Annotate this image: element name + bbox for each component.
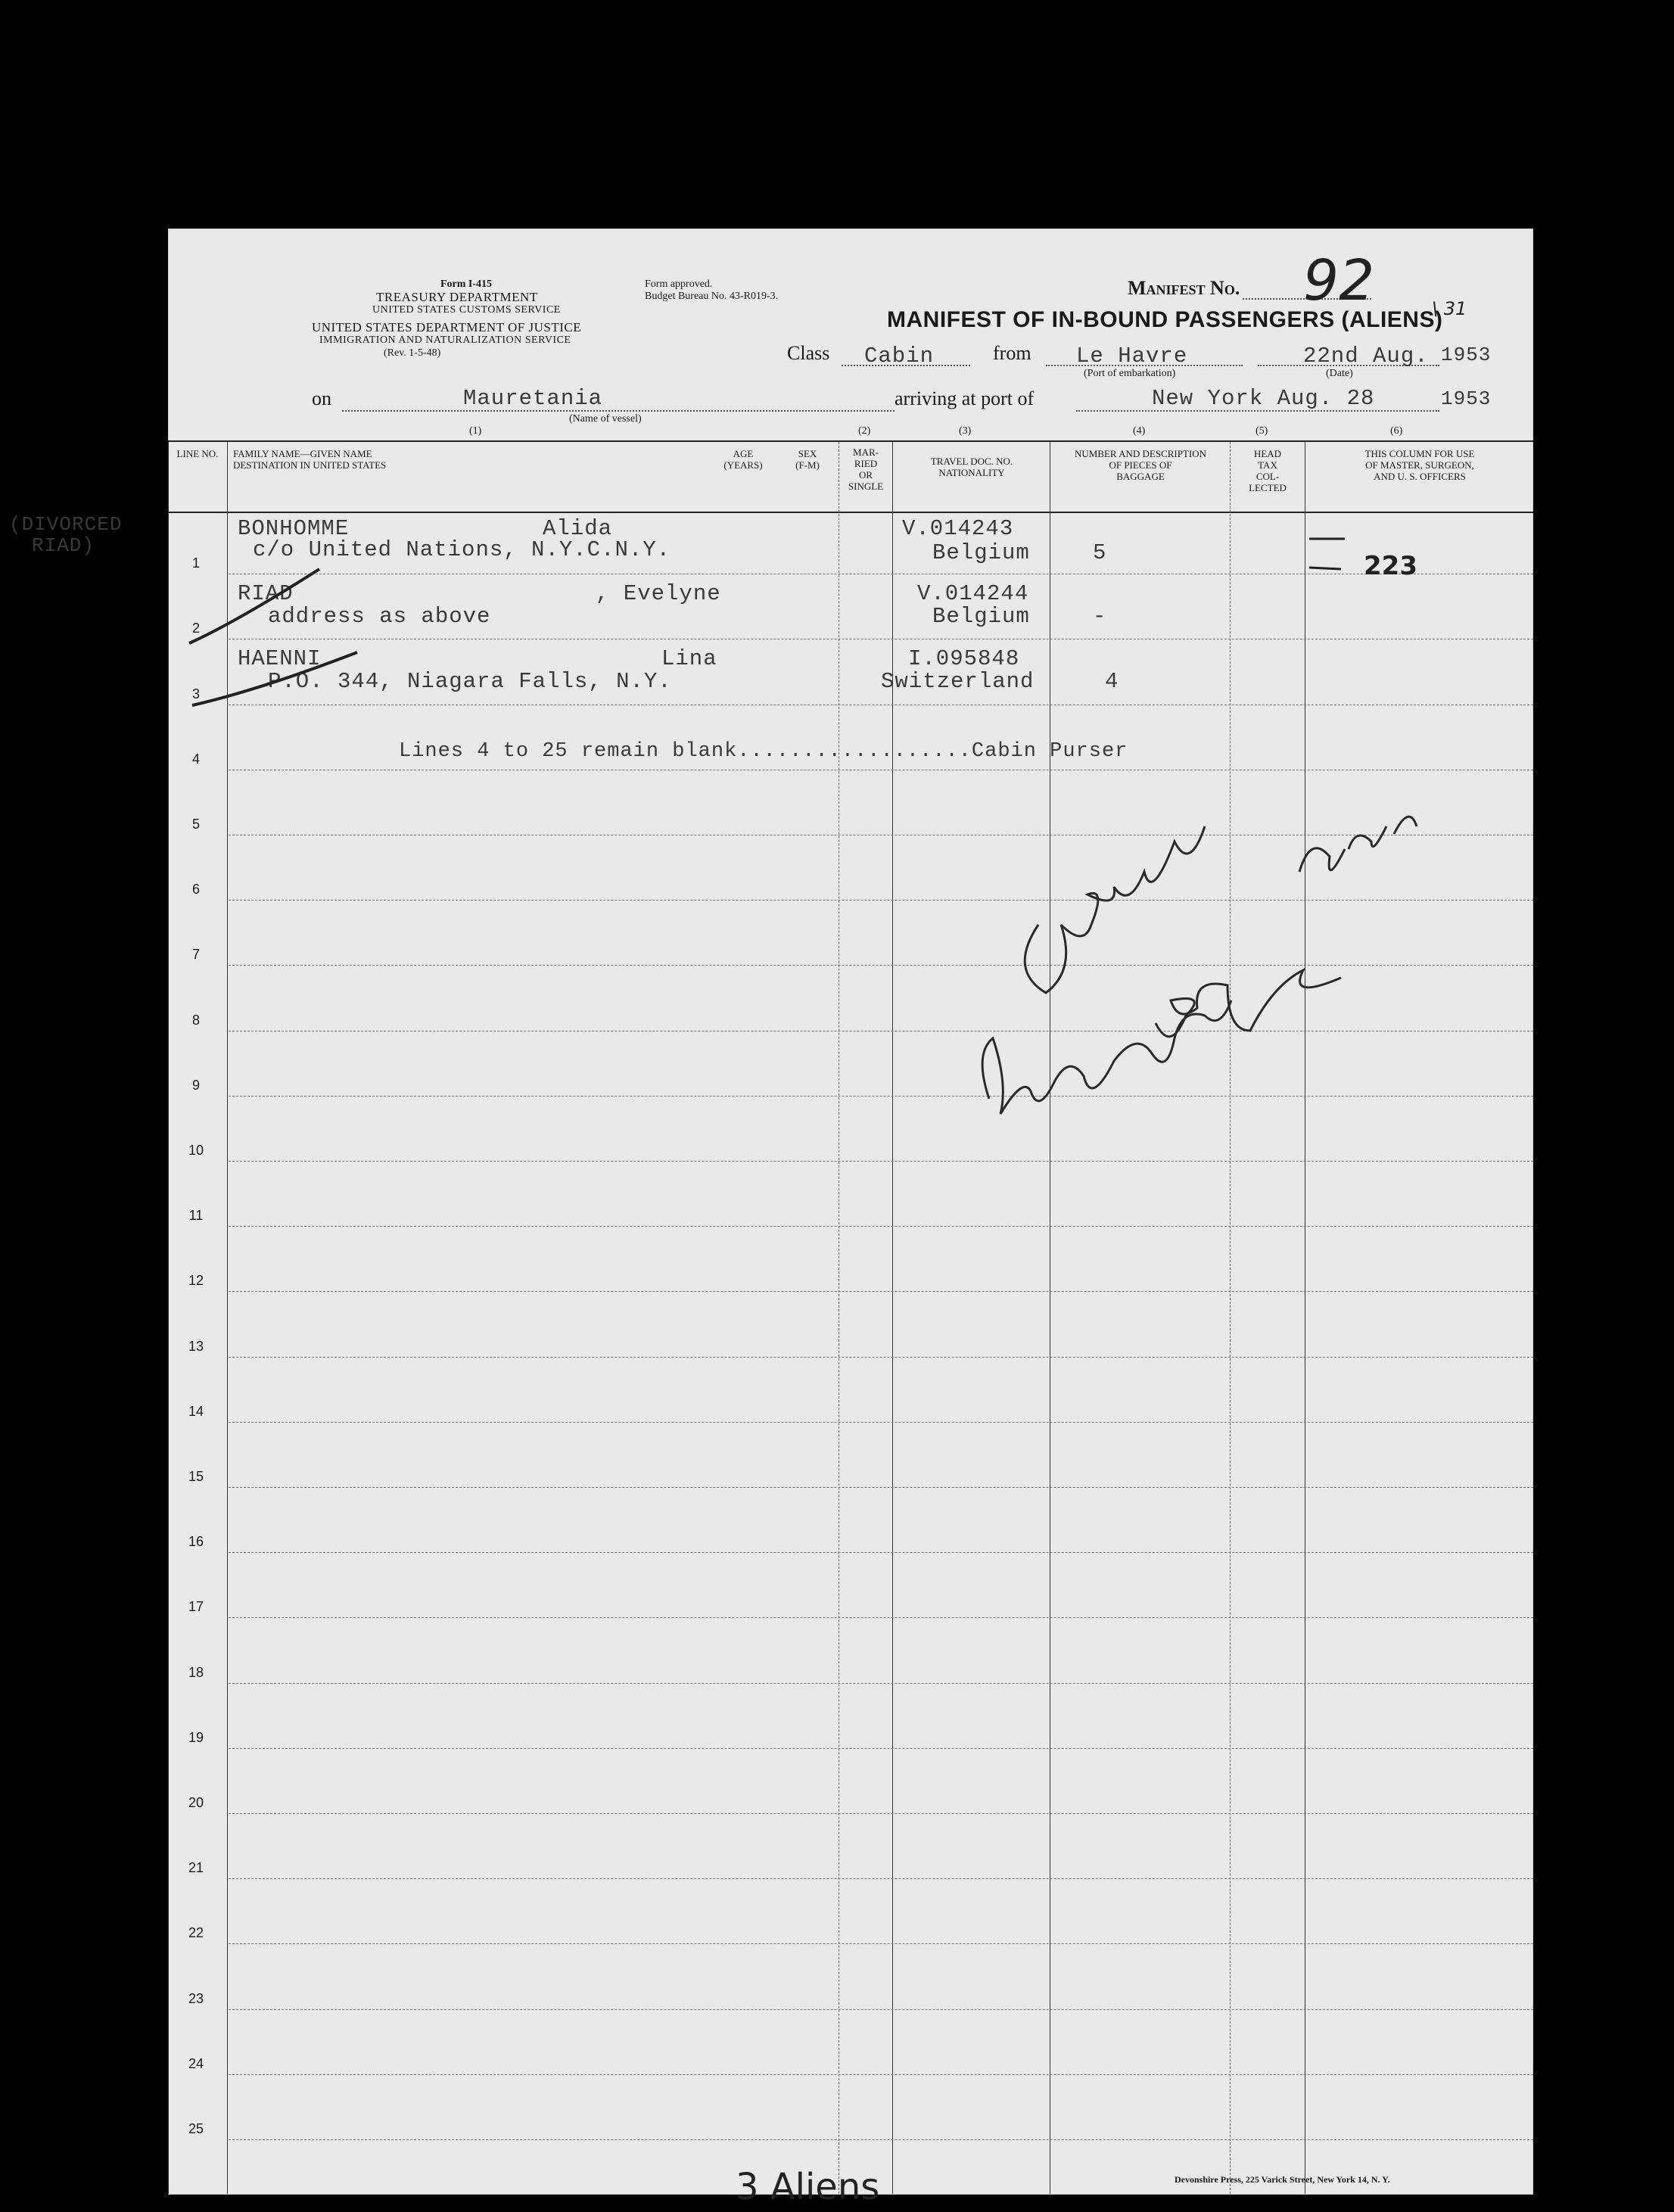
passenger-given-name: Lina — [661, 646, 717, 671]
column-number: (6) — [1390, 425, 1403, 437]
manifest-label: Manifest No. — [1128, 277, 1240, 299]
line-number: 9 — [191, 1077, 200, 1093]
year-embarkation: 1953 — [1441, 344, 1492, 366]
passenger-baggage: - — [1093, 604, 1107, 629]
officer-note: 223 — [1364, 551, 1417, 581]
line-number: 22 — [188, 1925, 204, 1941]
form-number: Form I-415 — [440, 278, 493, 290]
inspector-signature — [168, 229, 1533, 2195]
line-number: 1 — [191, 555, 200, 571]
blank-lines-note: Lines 4 to 25 remain blank..................Cabin Purser — [399, 740, 1128, 763]
column-number: (2) — [858, 425, 871, 437]
line-number: 3 — [191, 686, 200, 702]
header-tax: HEAD TAX COL- LECTED — [1249, 448, 1287, 493]
passenger-doc-no: I.095848 — [908, 646, 1020, 671]
line-number: 12 — [188, 1273, 204, 1289]
passenger-baggage: 4 — [1105, 669, 1119, 694]
port-embarkation: Le Havre — [1076, 344, 1188, 369]
column-number: (1) — [469, 425, 482, 437]
line-number: 10 — [188, 1143, 204, 1158]
passenger-destination: P.O. 344, Niagara Falls, N.Y. — [268, 669, 672, 694]
manifest-number: 92 — [1303, 248, 1375, 313]
date-caption: (Date) — [1326, 368, 1353, 379]
on-label: on — [312, 387, 331, 409]
printer-credit: Devonshire Press, 225 Varick Street, New York 14, N. Y. — [1175, 2174, 1390, 2185]
line-number: 19 — [188, 1729, 204, 1745]
header-married: MAR- RIED OR SINGLE — [848, 446, 884, 492]
class-label: Class — [787, 342, 830, 364]
corner-note: \ 31 — [1432, 298, 1467, 319]
line-number: 7 — [191, 947, 200, 963]
passenger-baggage: 5 — [1093, 540, 1107, 565]
line-number: 21 — [188, 1860, 204, 1876]
port-caption: (Port of embarkation) — [1084, 368, 1176, 379]
margin-note-divorced: (DIVORCED — [9, 513, 123, 536]
passenger-given-name: , Evelyne — [596, 581, 721, 606]
passenger-nationality: Switzerland — [881, 669, 1035, 694]
vessel-name: Mauretania — [463, 386, 603, 411]
line-number: 11 — [188, 1208, 204, 1224]
line-number: 14 — [188, 1403, 204, 1419]
column-number: (5) — [1256, 425, 1268, 437]
header-name: FAMILY NAME—GIVEN NAME DESTINATION IN UNITED STATES — [233, 448, 387, 471]
line-number: 23 — [188, 1990, 204, 2006]
budget-bureau: Budget Bureau No. 43-R019-3. — [645, 291, 779, 302]
header-age: AGE (YEARS) — [723, 448, 763, 471]
column-number: (3) — [959, 425, 972, 437]
year-arrival: 1953 — [1441, 387, 1492, 410]
passenger-family-name: BONHOMME — [238, 516, 350, 541]
line-number: 8 — [191, 1012, 200, 1028]
from-label: from — [993, 342, 1031, 364]
line-number: 6 — [191, 882, 200, 898]
line-number: 5 — [191, 817, 200, 832]
line-number: 18 — [188, 1664, 204, 1680]
form-revision: (Rev. 1-5-48) — [384, 347, 441, 359]
column-number: (4) — [1133, 425, 1146, 437]
line-number: 17 — [188, 1599, 204, 1615]
dept-treasury-sub: UNITED STATES CUSTOMS SERVICE — [372, 304, 561, 316]
dept-justice: UNITED STATES DEPARTMENT OF JUSTICE — [312, 320, 582, 334]
dept-treasury: TREASURY DEPARTMENT — [376, 290, 538, 304]
line-number: 4 — [191, 751, 200, 767]
passenger-nationality: Belgium — [932, 604, 1030, 629]
date-value: 22nd Aug. — [1303, 344, 1429, 369]
passenger-doc-no: V.014243 — [902, 516, 1014, 541]
passenger-doc-no: V.014244 — [917, 581, 1029, 606]
total-aliens-note: 3 Aliens — [736, 2166, 880, 2208]
class-value: Cabin — [864, 344, 935, 369]
arriving-label: arriving at port of — [895, 387, 1035, 409]
line-number: 25 — [188, 2121, 204, 2136]
form-approved: Form approved. — [645, 278, 713, 290]
header-line-no: LINE NO. — [176, 448, 219, 459]
header-travel: TRAVEL DOC. NO. NATIONALITY — [930, 456, 1013, 478]
passenger-destination: address as above — [268, 604, 491, 629]
dept-justice-sub: IMMIGRATION AND NATURALIZATION SERVICE — [319, 334, 571, 346]
passenger-given-name: Alida — [543, 516, 613, 541]
passenger-family-name: HAENNI — [238, 646, 322, 671]
margin-note-riad: RIAD) — [32, 534, 95, 557]
header-sex: SEX (F-M) — [795, 448, 820, 471]
line-number: 13 — [188, 1338, 204, 1354]
line-number: 16 — [188, 1534, 204, 1550]
vessel-caption: (Name of vessel) — [569, 413, 642, 425]
passenger-nationality: Belgium — [932, 540, 1030, 565]
line-number: 15 — [188, 1469, 204, 1484]
manifest-page — [9, 229, 1533, 2208]
arrival-value: New York Aug. 28 — [1152, 386, 1375, 411]
line-number: 24 — [188, 2055, 204, 2071]
header-baggage: NUMBER AND DESCRIPTION OF PIECES OF BAGGAGE — [1074, 448, 1207, 482]
line-number: 2 — [191, 621, 200, 636]
header-officers: THIS COLUMN FOR USE OF MASTER, SURGEON, AND U. S. OFFICERS — [1364, 448, 1475, 482]
line-number: 20 — [188, 1795, 204, 1810]
passenger-destination: c/o United Nations, N.Y.C.N.Y. — [253, 537, 671, 562]
manifest-title: MANIFEST OF IN-BOUND PASSENGERS (ALIENS) — [887, 307, 1443, 332]
passenger-family-name: RIAD — [238, 581, 294, 606]
